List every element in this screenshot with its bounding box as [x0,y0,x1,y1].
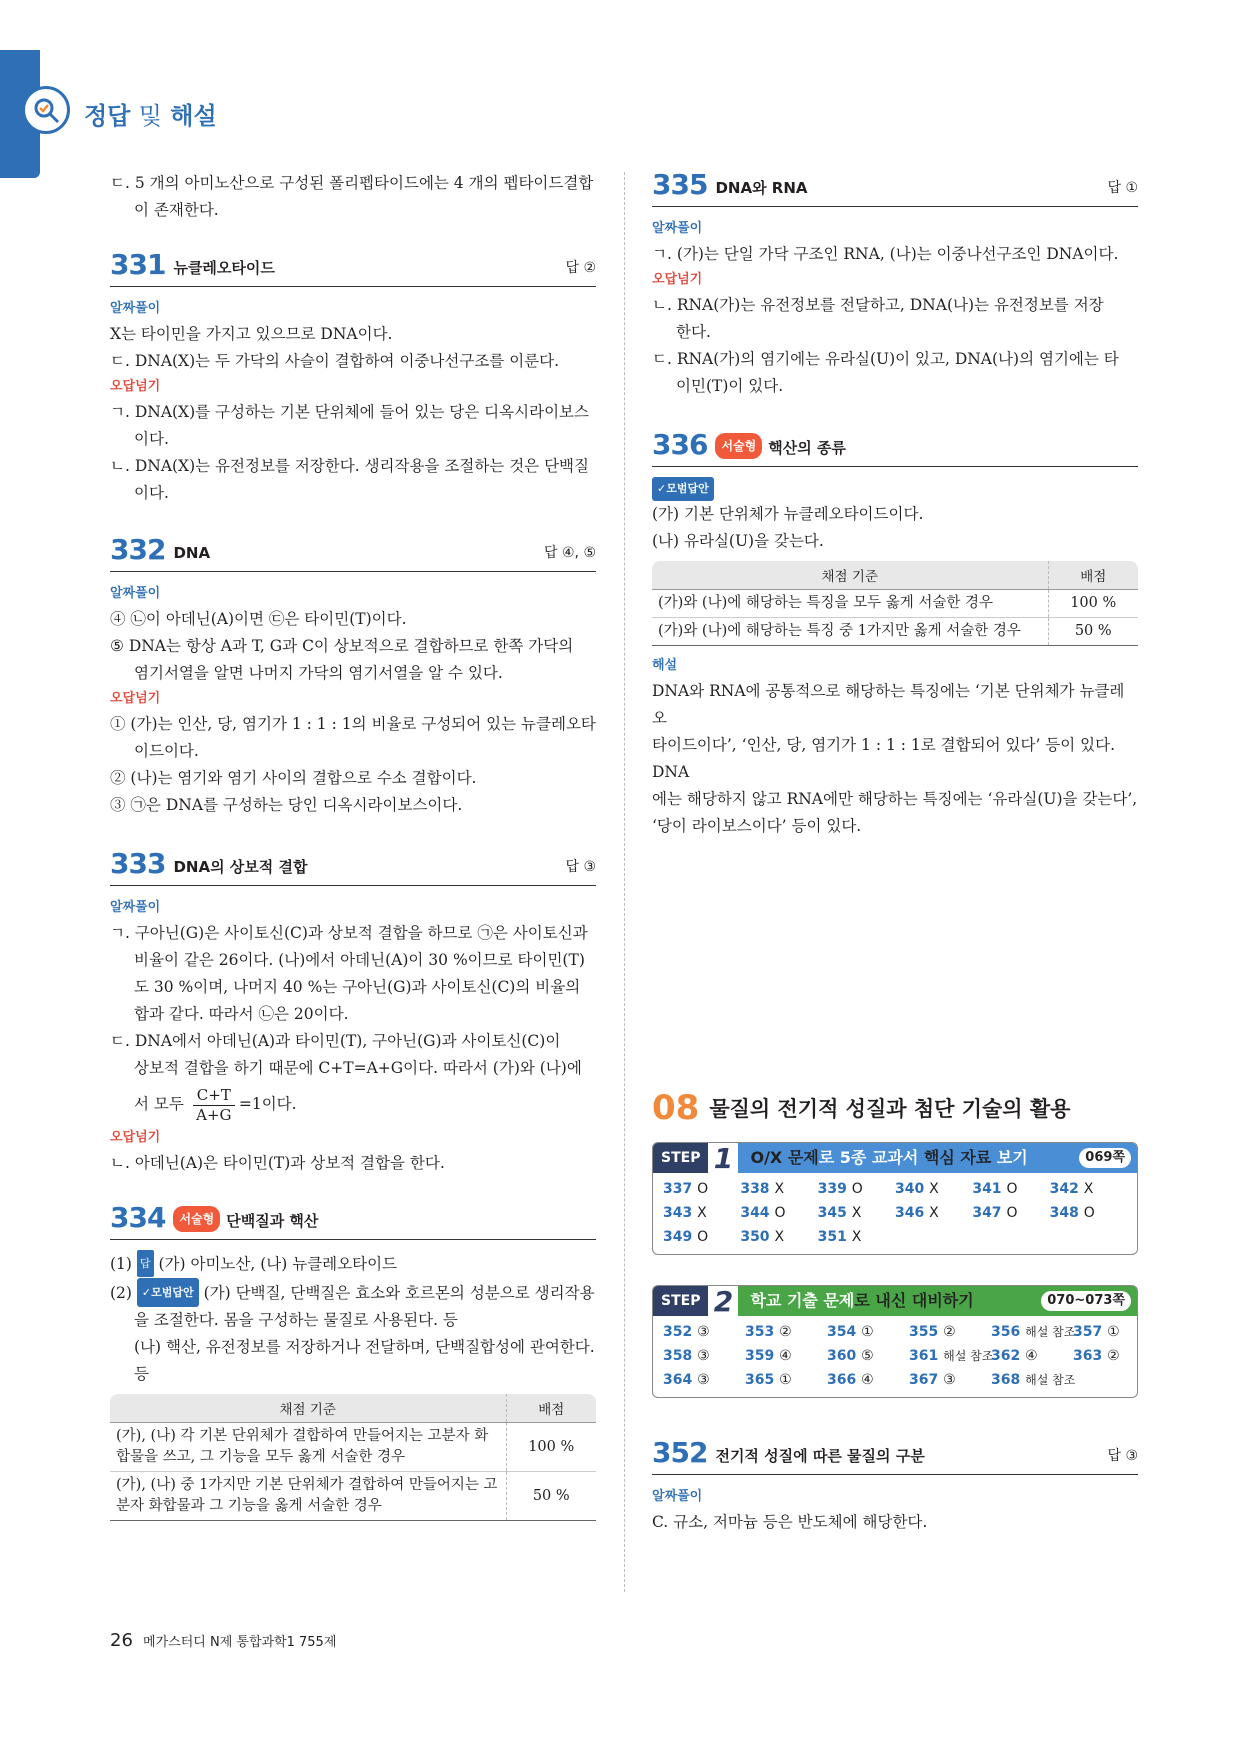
answer-value: X [929,1181,939,1197]
answer-value: ② [943,1324,956,1340]
question-answer: 답 ④, ⑤ [544,545,596,561]
step2-answers [653,1316,1137,1397]
chapter-number: 08 [652,1088,700,1128]
page-title: 정답 및 해설 [84,102,217,130]
text-line: 이드이다. [134,742,199,760]
text-line: ㄷ. RNA(가)의 염기에는 유라실(U)이 있고, DNA(나)의 염기에는 타 [652,350,1119,368]
answer-value: ③ [697,1372,710,1388]
scoring-table [652,561,1138,646]
answer-number: 340 [895,1181,925,1197]
table-cell: 100 % [1048,590,1138,618]
answer-value: O [774,1205,786,1221]
answer-cell [909,1346,994,1367]
answer-number: 342 [1049,1181,1079,1197]
title-fragment: 로 5종 교과서 [818,1148,924,1167]
answer-value: O [1006,1181,1018,1197]
section-label: 오답넘기 [110,691,161,706]
text-line [110,1278,596,1307]
answer-cell [1050,1179,1127,1200]
answer-cell [663,1346,745,1367]
question-title: DNA와 RNA [715,179,808,197]
answer-cell [972,1203,1049,1224]
answer-cell [1073,1322,1138,1343]
answer-value: ① [779,1372,792,1388]
answer-number: 343 [663,1205,693,1221]
answer-number: 345 [817,1205,847,1221]
answer-number: 366 [827,1372,857,1388]
magnifier-check-icon [22,86,70,134]
page-number: 26 [110,1630,133,1651]
answer-cell [1050,1203,1127,1224]
text-line: (나) 핵산, 유전정보를 저장하거나 전달하며, 단백질합성에 관여한다. 등 [134,1338,595,1383]
text-line: DNA와 RNA에 공통적으로 해당하는 특징에는 ‘기본 단위체가 뉴클레오 [652,682,1125,727]
text-line: 한다. [676,323,711,341]
answer-value: ② [1107,1348,1120,1364]
answer-value: X [851,1229,862,1245]
answer-number: 344 [740,1205,770,1221]
text-fragment: (가) 아미노산, (나) 뉴클레오타이드 [158,1255,398,1273]
answer-number: 365 [745,1372,775,1388]
answer-cell [818,1227,895,1248]
answer-value: O [697,1229,709,1245]
text-line: 이다. [134,430,169,448]
step1-box [652,1142,1138,1255]
table-cell: (가)와 (나)에 해당하는 특징 중 1가지만 옳게 서술한 경우 [652,618,1048,646]
answer-number: 355 [909,1324,939,1340]
answer-number: 360 [827,1348,857,1364]
table-header: 채점 기준 [652,561,1048,590]
question-title: DNA [173,544,211,562]
table-row [652,618,1138,646]
question-title: DNA의 상보적 결합 [173,858,308,876]
section-label: 오답넘기 [110,1130,161,1145]
answer-cell [663,1227,740,1248]
section-label: 알짜풀이 [652,1489,703,1504]
step2-box [652,1285,1138,1398]
table-cell: 100 % [506,1423,596,1472]
step-page: 069쪽 [1079,1148,1131,1168]
question-answer: 답 ③ [1107,1448,1138,1464]
answer-cell [991,1370,1076,1391]
text-line: 염기서열을 알면 나머지 가닥의 염기서열을 알 수 있다. [134,664,503,682]
question-333 [110,849,596,1177]
answer-value: ③ [697,1348,710,1364]
answer-cell [972,1179,1049,1200]
answer-number: 339 [817,1181,847,1197]
answer-cell [991,1346,1073,1367]
item-number: (1) [110,1255,132,1273]
answer-cell [663,1370,745,1391]
title-fragment: 보기 [991,1148,1028,1167]
answer-value: 해설 참조 [943,1349,994,1363]
table-cell: (가)와 (나)에 해당하는 특징을 모두 옳게 서술한 경우 [652,590,1048,618]
title-fragment: 핵심 자료 [923,1148,992,1167]
model-answer-tag: ✓모범답안 [652,477,714,501]
answer-value: ④ [1025,1348,1038,1364]
text-line: ㄴ. RNA(가)는 유전정보를 전달하고, DNA(나)는 유전정보를 저장 [652,296,1104,314]
text-line: ㄴ. DNA(X)는 유전정보를 저장한다. 생리작용을 조절하는 것은 단백질 [110,457,589,475]
table-header: 채점 기준 [110,1394,506,1423]
step-label: STEP [653,1143,708,1173]
answer-number: 361 [909,1348,939,1364]
answer-cell [663,1203,740,1224]
question-answer: 답 ③ [565,859,596,875]
answer-cell [818,1203,895,1224]
answer-number: 358 [663,1348,693,1364]
section-label: 해설 [652,658,678,673]
question-332 [110,535,596,819]
text-line: C. 규소, 저마늄 등은 반도체에 해당한다. [652,1513,928,1531]
question-number: 331 [110,248,166,281]
chapter-title: 물질의 전기적 성질과 첨단 기술의 활용 [709,1097,1071,1121]
answer-number: 362 [991,1348,1021,1364]
question-number: 335 [652,168,708,201]
answer-number: 367 [909,1372,939,1388]
answer-number: 349 [663,1229,693,1245]
answer-number: 364 [663,1372,693,1388]
answer-value: ④ [779,1348,792,1364]
answer-number: 337 [663,1181,693,1197]
answer-number: 338 [740,1181,770,1197]
section-label: 오답넘기 [652,272,703,287]
answer-number: 354 [827,1324,857,1340]
title-fragment: O/X 문제 [750,1148,819,1167]
answer-cell [827,1346,909,1367]
book-title: 메가스터디 N제 통합과학1 755제 [143,1635,337,1650]
answer-value: X [929,1205,939,1221]
question-335 [652,170,1138,400]
fraction [193,1086,235,1125]
text-line: 상보적 결합을 하기 때문에 C+T=A+G이다. 따라서 (가)와 (나)에 [134,1059,582,1077]
answer-number: 347 [972,1205,1002,1221]
answer-value: 해설 참조 [1025,1325,1076,1339]
answer-number: 341 [972,1181,1002,1197]
question-331 [110,250,596,507]
answer-value: X [774,1181,785,1197]
text-fragment: 서 모두 [134,1095,184,1113]
answer-value: X [697,1205,707,1221]
text-line: 이다. [134,484,169,502]
chapter-heading [652,1088,1138,1128]
text-line: 비율이 같은 26이다. (나)에서 아데닌(A)이 30 %이므로 타이민(T) [134,951,585,969]
text-line: 을 조절한다. 몸을 구성하는 물질로 사용된다. 등 [134,1311,458,1329]
left-column [110,170,596,1521]
answer-value: ① [861,1324,874,1340]
title-text: 단백질과 핵산 [226,1212,319,1230]
text-line: 에는 해당하지 않고 RNA에만 해당하는 특징에는 ‘유라실(U)을 갖는다’, [652,790,1138,808]
question-number: 352 [652,1436,708,1469]
table-row [652,590,1138,618]
text-line: X는 타이민을 가지고 있으므로 DNA이다. [110,325,393,343]
answer-cell [740,1203,817,1224]
answer-value: X [851,1205,862,1221]
table-row [110,1423,596,1472]
answer-number: 363 [1073,1348,1103,1364]
answer-cell [909,1322,991,1343]
essay-tag: 서술형 [173,1206,220,1232]
question-header [110,535,596,572]
answer-cell [827,1322,909,1343]
section-label: 알짜풀이 [110,586,161,601]
answer-cell [909,1370,991,1391]
text-line: 이민(T)이 있다. [676,377,784,395]
text-line: ② (나)는 염기와 염기 사이의 결합으로 수소 결합이다. [110,769,477,787]
question-answer: 답 ② [565,260,596,276]
answer-tag: 답 [137,1250,154,1277]
text-line [110,1250,596,1278]
step-title [738,1143,1137,1173]
answer-value: O [1083,1205,1095,1221]
answer-number: 348 [1049,1205,1079,1221]
answer-number: 357 [1073,1324,1103,1340]
question-number: 333 [110,847,166,880]
answer-value: O [851,1181,863,1197]
answer-value: X [774,1229,785,1245]
question-number: 332 [110,533,166,566]
step-page: 070~073쪽 [1041,1291,1131,1311]
title-fragment: 학교 기출 문제 [750,1291,855,1310]
answer-value: O [1006,1205,1018,1221]
section-label: 알짜풀이 [110,301,161,316]
answer-value: 해설 참조 [1025,1373,1076,1387]
answer-value: ③ [943,1372,956,1388]
answer-cell [745,1322,827,1343]
question-title [715,433,1138,460]
section-label: 알짜풀이 [652,221,703,236]
step1-answers [653,1173,1137,1254]
table-row [110,1472,596,1521]
table-header: 배점 [506,1394,596,1423]
text-line: ㄷ. DNA(X)는 두 가닥의 사슬이 결합하여 이중나선구조를 이룬다. [110,352,560,370]
text-fragment: (가) 단백질, 단백질은 효소와 호르몬의 성분으로 생리작용 [203,1284,595,1302]
text-line: ‘당이 라이보스이다’ 등이 있다. [652,817,862,835]
answer-value: ① [1107,1324,1120,1340]
question-header [110,1203,596,1240]
step-label: STEP [653,1286,708,1316]
fraction-numerator: C+T [193,1086,235,1106]
answer-cell [818,1179,895,1200]
question-header [652,1438,1138,1475]
model-answer-tag: ✓모범답안 [137,1278,199,1307]
question-header [110,250,596,287]
text-line: ⑤ DNA는 항상 A과 T, G과 C이 상보적으로 결합하므로 한쪽 가닥의 [110,637,574,655]
question-number: 334 [110,1201,166,1234]
answer-value: O [697,1181,709,1197]
text-line: ① (가)는 인산, 당, 염기가 1 : 1 : 1의 비율로 구성되어 있는 뉴클레오타 [110,715,596,733]
text-line: (나) 유라실(U)을 갖는다. [652,532,824,550]
answer-number: 351 [817,1229,847,1245]
answer-cell [991,1322,1076,1343]
text-line: ③ ㉠은 DNA를 구성하는 당인 디옥시라이보스이다. [110,796,463,814]
answer-value: ⑤ [861,1348,874,1364]
answer-value: X [1083,1181,1094,1197]
question-answer: 답 ① [1107,180,1138,196]
text-line: ㄱ. DNA(X)를 구성하는 기본 단위체에 들어 있는 당은 디옥시라이보스 [110,403,589,421]
answer-cell [663,1179,740,1200]
section-label: 알짜풀이 [110,900,161,915]
question-header [110,849,596,886]
text-line: ㄷ. DNA에서 아데닌(A)과 타이민(T), 구아닌(G)과 사이토신(C)이 [110,1032,561,1050]
intro-line: ㄷ. 5 개의 아미노산으로 구성된 폴리펩타이드에는 4 개의 펩타이드결합 [110,174,594,192]
title-text: 핵산의 종류 [768,439,846,457]
answer-number: 356 [991,1324,1021,1340]
step2-header [653,1286,1137,1316]
table-cell: 50 % [506,1472,596,1521]
question-number: 336 [652,428,708,461]
answer-number: 368 [991,1372,1021,1388]
intro-line: 이 존재한다. [134,201,219,219]
question-334 [110,1203,596,1521]
text-fragment: =1이다. [238,1095,297,1113]
question-title: 전기적 성질에 따른 물질의 구분 [715,1447,925,1465]
answer-cell [827,1370,909,1391]
table-cell: (가), (나) 중 1가지만 기본 단위체가 결합하여 만들어지는 고분자 화합물과 그 기능을 옳게 서술한 경우 [110,1472,506,1521]
table-cell: 50 % [1048,618,1138,646]
question-header [652,170,1138,207]
answer-number: 346 [895,1205,925,1221]
text-line: (가) 기본 단위체가 뉴클레오타이드이다. [652,505,924,523]
text-line: 도 30 %이며, 나머지 40 %는 구아닌(G)과 사이토신(C)의 비율의 [134,978,581,996]
answer-cell [745,1370,827,1391]
question-title: 뉴클레오타이드 [173,259,275,277]
answer-value: ③ [697,1324,710,1340]
text-line: ㄱ. (가)는 단일 가닥 구조인 RNA, (나)는 이중나선구조인 DNA이다. [652,245,1119,263]
answer-number: 350 [740,1229,770,1245]
table-cell: (가), (나) 각 기본 단위체가 결합하여 만들어지는 고분자 화합물을 쓰고, 그 기능을 모두 옳게 서술한 경우 [110,1423,506,1472]
answer-number: 352 [663,1324,693,1340]
step-number: 2 [708,1285,738,1318]
answer-cell [740,1179,817,1200]
answer-cell [895,1179,972,1200]
fraction-line [110,1082,596,1126]
text-line: 합과 같다. 따라서 ㉡은 20이다. [134,1005,349,1023]
question-336 [652,430,1138,840]
answer-cell [740,1227,817,1248]
question-header [652,430,1138,467]
answer-value: ④ [861,1372,874,1388]
title-fragment: 로 내신 대비하기 [854,1291,974,1310]
text-line: ㄴ. 아데닌(A)은 타이민(T)과 상보적 결합을 한다. [110,1154,445,1172]
item-number: (2) [110,1284,132,1302]
fraction-denominator: A+G [196,1105,232,1124]
text-line: 타이드이다’, ‘인산, 당, 염기가 1 : 1 : 1로 결합되어 있다’ 등이 있다. DNA [652,736,1116,781]
column-divider [624,172,625,1592]
answer-number: 359 [745,1348,775,1364]
table-header: 배점 [1048,561,1138,590]
question-title [173,1206,596,1233]
answer-value: ② [779,1324,792,1340]
answer-number: 353 [745,1324,775,1340]
answer-cell [1073,1346,1138,1367]
right-column [652,168,1138,1531]
text-line: ④ ㉡이 아데닌(A)이면 ㉢은 타이민(T)이다. [110,610,407,628]
chapter-section [652,1088,1138,1536]
step1-header [653,1143,1137,1173]
question-352 [652,1438,1138,1536]
answer-cell [895,1203,972,1224]
answer-cell [745,1346,827,1367]
essay-tag: 서술형 [715,433,762,459]
answer-cell [663,1322,745,1343]
section-label: 오답넘기 [110,379,161,394]
text-line: ㄱ. 구아닌(G)은 사이토신(C)과 상보적 결합을 하므로 ㉠은 사이토신과 [110,924,588,942]
step-title [738,1286,1137,1316]
page-footer [110,1630,336,1651]
step-number: 1 [708,1142,738,1175]
scoring-table [110,1394,596,1521]
